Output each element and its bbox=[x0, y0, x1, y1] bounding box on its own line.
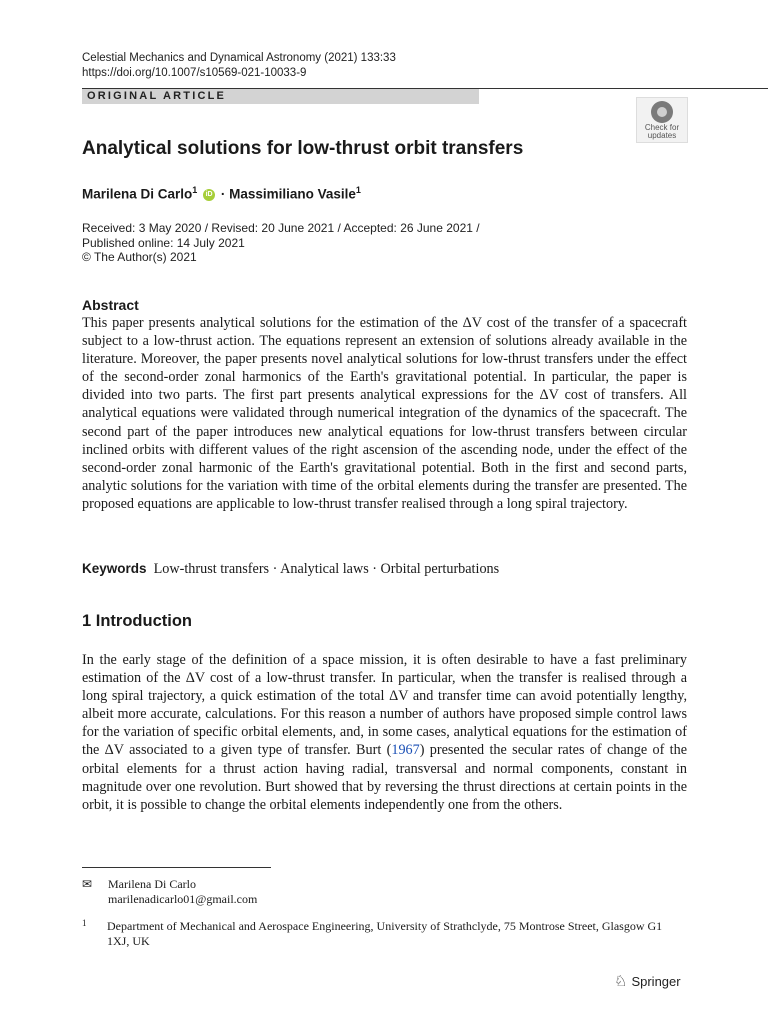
author-name-2[interactable]: Massimiliano Vasile bbox=[229, 186, 356, 202]
affiliation-text: Department of Mechanical and Aerospace Engineering, University of Strathclyde, 75 Montrose Street, Glasgow G1 1XJ, UK bbox=[107, 919, 663, 948]
author-name-1[interactable]: Marilena Di Carlo bbox=[82, 186, 193, 202]
dates-published: Published online: 14 July 2021 bbox=[82, 235, 245, 250]
check-updates-label-2: updates bbox=[647, 131, 677, 140]
citation-link[interactable]: 1967 bbox=[391, 742, 420, 759]
journal-citation: Celestial Mechanics and Dynamical Astronomy (2021) 133:33 bbox=[82, 52, 396, 64]
paper-title: Analytical solutions for low-thrust orbit transfers bbox=[82, 138, 524, 159]
article-dates bbox=[82, 221, 480, 265]
keywords-list: Low-thrust transfers · Analytical laws · Orbital perturbations bbox=[153, 561, 500, 577]
intro-text-part2: ) presented the secular rates of change of the orbital elements for a thrust action having radial, transversal and normal components, constant in magnitude over one revolution. Burt showed that by reversing the thrust directions at certain points in the orbit, it is possible to change the orbital elements independently one from the others. bbox=[82, 742, 687, 813]
author-affil-1: 1 bbox=[192, 185, 198, 195]
abstract-heading: Abstract bbox=[82, 297, 139, 313]
contact-name: Marilena Di Carlo bbox=[108, 877, 196, 891]
check-updates-icon bbox=[651, 101, 673, 123]
check-updates-label-1: Check for bbox=[644, 123, 680, 132]
doi-link[interactable]: https://doi.org/10.1007/s10569-021-10033-9 bbox=[82, 67, 307, 79]
abstract-text: This paper presents analytical solutions for the estimation of the ΔV cost of the transfer of a spacecraft subject to a low-thrust action. The equations represent an extension of solutions already available in the literature. Moreover, the paper presents novel analytical solutions for low-thrust transfers under the effect of the second-order zonal harmonics of the Earth's gravitational potential. In particular, the paper is divided into two parts. The first part presents analytical expressions for the ΔV cost of transfers. All analytical equations were validated through numerical integration of the dynamics of the spacecraft. The second part of the paper introduces new analytical equations for low-thrust transfers between circular inclined orbits with different values of the right ascension of the ascending node, under the effect of the second-order zonal harmonic of the Earth's gravitational potential. Both in the first and second parts, analytic solutions for the variation with time of the orbital elements during the transfer are presented. The proposed equations are applicable to low-thrust transfer realised through a long spiral trajectory. bbox=[82, 315, 687, 512]
author-affil-2: 1 bbox=[355, 185, 361, 195]
orcid-icon[interactable]: iD bbox=[203, 189, 215, 201]
publisher-logo bbox=[614, 972, 681, 990]
section-heading-introduction: 1 Introduction bbox=[82, 612, 192, 630]
envelope-icon: ✉ bbox=[82, 877, 93, 891]
journal-header bbox=[82, 51, 396, 81]
affiliation-number: 1 bbox=[82, 918, 87, 928]
contact-footnote bbox=[82, 877, 257, 907]
springer-horse-icon: ♘ bbox=[614, 973, 628, 990]
author-separator: · bbox=[220, 186, 226, 202]
intro-text-part1: In the early stage of the definition of a space mission, it is often desirable to have a fast preliminary estimation of the ΔV cost of a low-thrust transfer. In particular, when the transfer is realised through a long spiral trajectory, a quick estimation of the total ΔV and transfer time can avoid potentially lengthy, albeit more accurate, calculations. For this reason a number of authors have proposed simple control laws for the variation of specific orbital elements, and, in some cases, analytical equations for the estimation of the ΔV associated to a given type of transfer. Burt ( bbox=[82, 652, 687, 759]
introduction-text bbox=[82, 651, 687, 814]
contact-email[interactable]: marilenadicarlo01@gmail.com bbox=[108, 892, 258, 906]
keywords bbox=[82, 561, 499, 578]
article-type-badge: ORIGINAL ARTICLE bbox=[82, 89, 479, 104]
check-for-updates-button[interactable] bbox=[636, 97, 688, 143]
author-list bbox=[82, 185, 361, 202]
footnote-rule bbox=[82, 867, 271, 868]
dates-received: Received: 3 May 2020 / Revised: 20 June 2021 / Accepted: 26 June 2021 / bbox=[82, 221, 480, 235]
keywords-label: Keywords bbox=[82, 561, 147, 576]
copyright: © The Author(s) 2021 bbox=[82, 250, 197, 264]
publisher-name: Springer bbox=[631, 974, 681, 989]
affiliation-footnote bbox=[82, 919, 687, 949]
